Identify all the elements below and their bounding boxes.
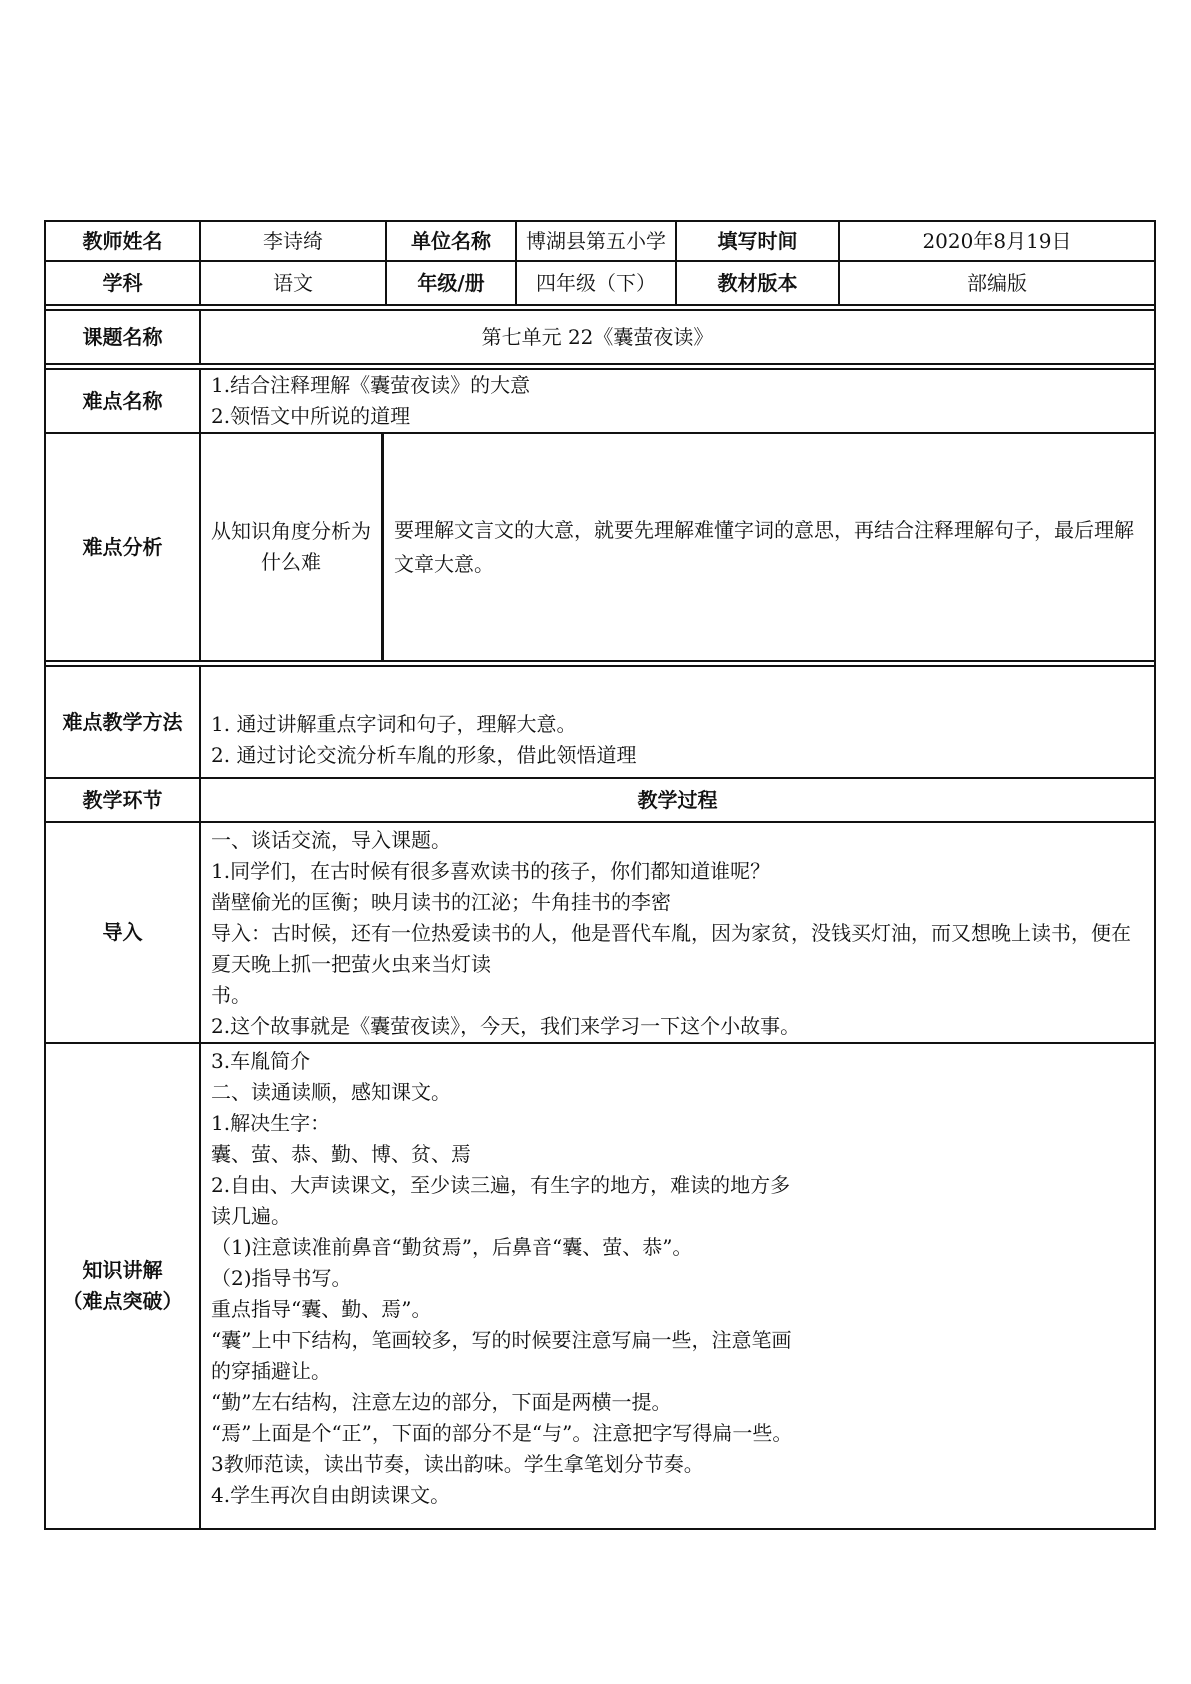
subject-value: 语文 — [200, 261, 386, 305]
method-line: 2. 通过讨论交流分析车胤的形象，借此领悟道理 — [211, 743, 637, 767]
date-value: 2020年8月19日 — [839, 221, 1155, 261]
teacher-name: 李诗绮 — [200, 221, 386, 261]
method-content — [200, 666, 1155, 778]
difficulty-content — [200, 369, 1155, 433]
intro-content — [200, 822, 1155, 1043]
unit-label: 单位名称 — [386, 221, 516, 261]
knowledge-line: （2)指导书写。 — [211, 1266, 352, 1290]
analysis-row — [45, 433, 1155, 661]
knowledge-line: “勤”左右结构，注意左边的部分，下面是两横一提。 — [211, 1390, 672, 1414]
difficulty-row — [45, 369, 1155, 433]
intro-line: 2.这个故事就是《囊萤夜读》，今天，我们来学习一下这个小故事。 — [211, 1014, 801, 1038]
knowledge-line: 读几遍。 — [211, 1204, 291, 1228]
knowledge-line: 2.自由、大声读课文，至少读三遍，有生字的地方，难读的地方多 — [211, 1173, 791, 1197]
knowledge-label-line2: （难点突破） — [62, 1289, 183, 1313]
knowledge-line: “囊”上中下结构，笔画较多，写的时候要注意写扁一些，注意笔画 — [211, 1328, 792, 1352]
process-header-row — [45, 778, 1155, 822]
edition-value: 部编版 — [839, 261, 1155, 305]
process-header: 教学过程 — [200, 778, 1155, 822]
knowledge-label — [45, 1043, 200, 1529]
knowledge-line: 4.学生再次自由朗读课文。 — [211, 1483, 451, 1507]
analysis-label: 难点分析 — [45, 433, 200, 661]
method-label: 难点教学方法 — [45, 666, 200, 778]
intro-line: 凿壁偷光的匡衡；映月读书的江泌；牛角挂书的李密 — [211, 890, 671, 914]
knowledge-line: 的穿插避让。 — [211, 1359, 331, 1383]
lesson-plan-sheet — [44, 220, 1154, 1530]
knowledge-line: 二、读通读顺，感知课文。 — [211, 1080, 451, 1104]
analysis-sub-label: 从知识角度分析为什么难 — [201, 434, 384, 660]
knowledge-label-line1: 知识讲解 — [82, 1258, 163, 1282]
date-label: 填写时间 — [676, 221, 839, 261]
knowledge-line: 重点指导“囊、勤、焉”。 — [211, 1297, 432, 1321]
difficulty-label: 难点名称 — [45, 369, 200, 433]
method-row — [45, 666, 1155, 778]
unit-name: 博湖县第五小学 — [516, 221, 676, 261]
header-row-1 — [45, 221, 1155, 261]
knowledge-line: 囊、萤、恭、勤、博、贫、焉 — [211, 1142, 471, 1166]
knowledge-line: 3.车胤简介 — [211, 1049, 311, 1073]
intro-label: 导入 — [45, 822, 200, 1043]
knowledge-row — [45, 1043, 1155, 1529]
grade-label: 年级/册 — [386, 261, 516, 305]
knowledge-line: “焉”上面是个“正”，下面的部分不是“与”。注意把字写得扁一些。 — [211, 1421, 793, 1445]
edition-label: 教材版本 — [676, 261, 839, 305]
knowledge-content — [200, 1043, 1155, 1529]
knowledge-line: 3教师范读，读出节奏，读出韵味。学生拿笔划分节奏。 — [211, 1452, 704, 1476]
topic-value: 第七单元 22《囊萤夜读》 — [200, 310, 1155, 364]
header-row-2 — [45, 261, 1155, 305]
difficulty-line: 1.结合注释理解《囊萤夜读》的大意 — [211, 373, 531, 397]
topic-label: 课题名称 — [45, 310, 200, 364]
analysis-inner — [201, 434, 1154, 660]
difficulty-line: 2.领悟文中所说的道理 — [211, 404, 411, 428]
knowledge-line: 1.解决生字： — [211, 1111, 331, 1135]
grade-value: 四年级（下） — [516, 261, 676, 305]
analysis-content: 要理解文言文的大意，就要先理解难懂字词的意思，再结合注释理解句子，最后理解文章大意。 — [394, 518, 1134, 576]
intro-line: 书。 — [211, 983, 251, 1007]
knowledge-line: （1)注意读准前鼻音“勤贫焉”，后鼻音“囊、萤、恭”。 — [211, 1235, 693, 1259]
intro-line: 导入：古时候，还有一位热爱读书的人，他是晋代车胤，因为家贫，没钱买灯油，而又想晚上读书，便在夏天晚上抓一把萤火虫来当灯读 — [211, 921, 1131, 976]
intro-line: 一、谈话交流，导入课题。 — [211, 828, 451, 852]
topic-row — [45, 310, 1155, 364]
lesson-plan-table — [44, 220, 1156, 1530]
analysis-cell — [200, 433, 1155, 661]
method-line: 1. 通过讲解重点字词和句子，理解大意。 — [211, 712, 577, 736]
intro-row — [45, 822, 1155, 1043]
stage-header: 教学环节 — [45, 778, 200, 822]
intro-line: 1.同学们，在古时候有很多喜欢读书的孩子，你们都知道谁呢？ — [211, 859, 771, 883]
teacher-label: 教师姓名 — [45, 221, 200, 261]
subject-label: 学科 — [45, 261, 200, 305]
